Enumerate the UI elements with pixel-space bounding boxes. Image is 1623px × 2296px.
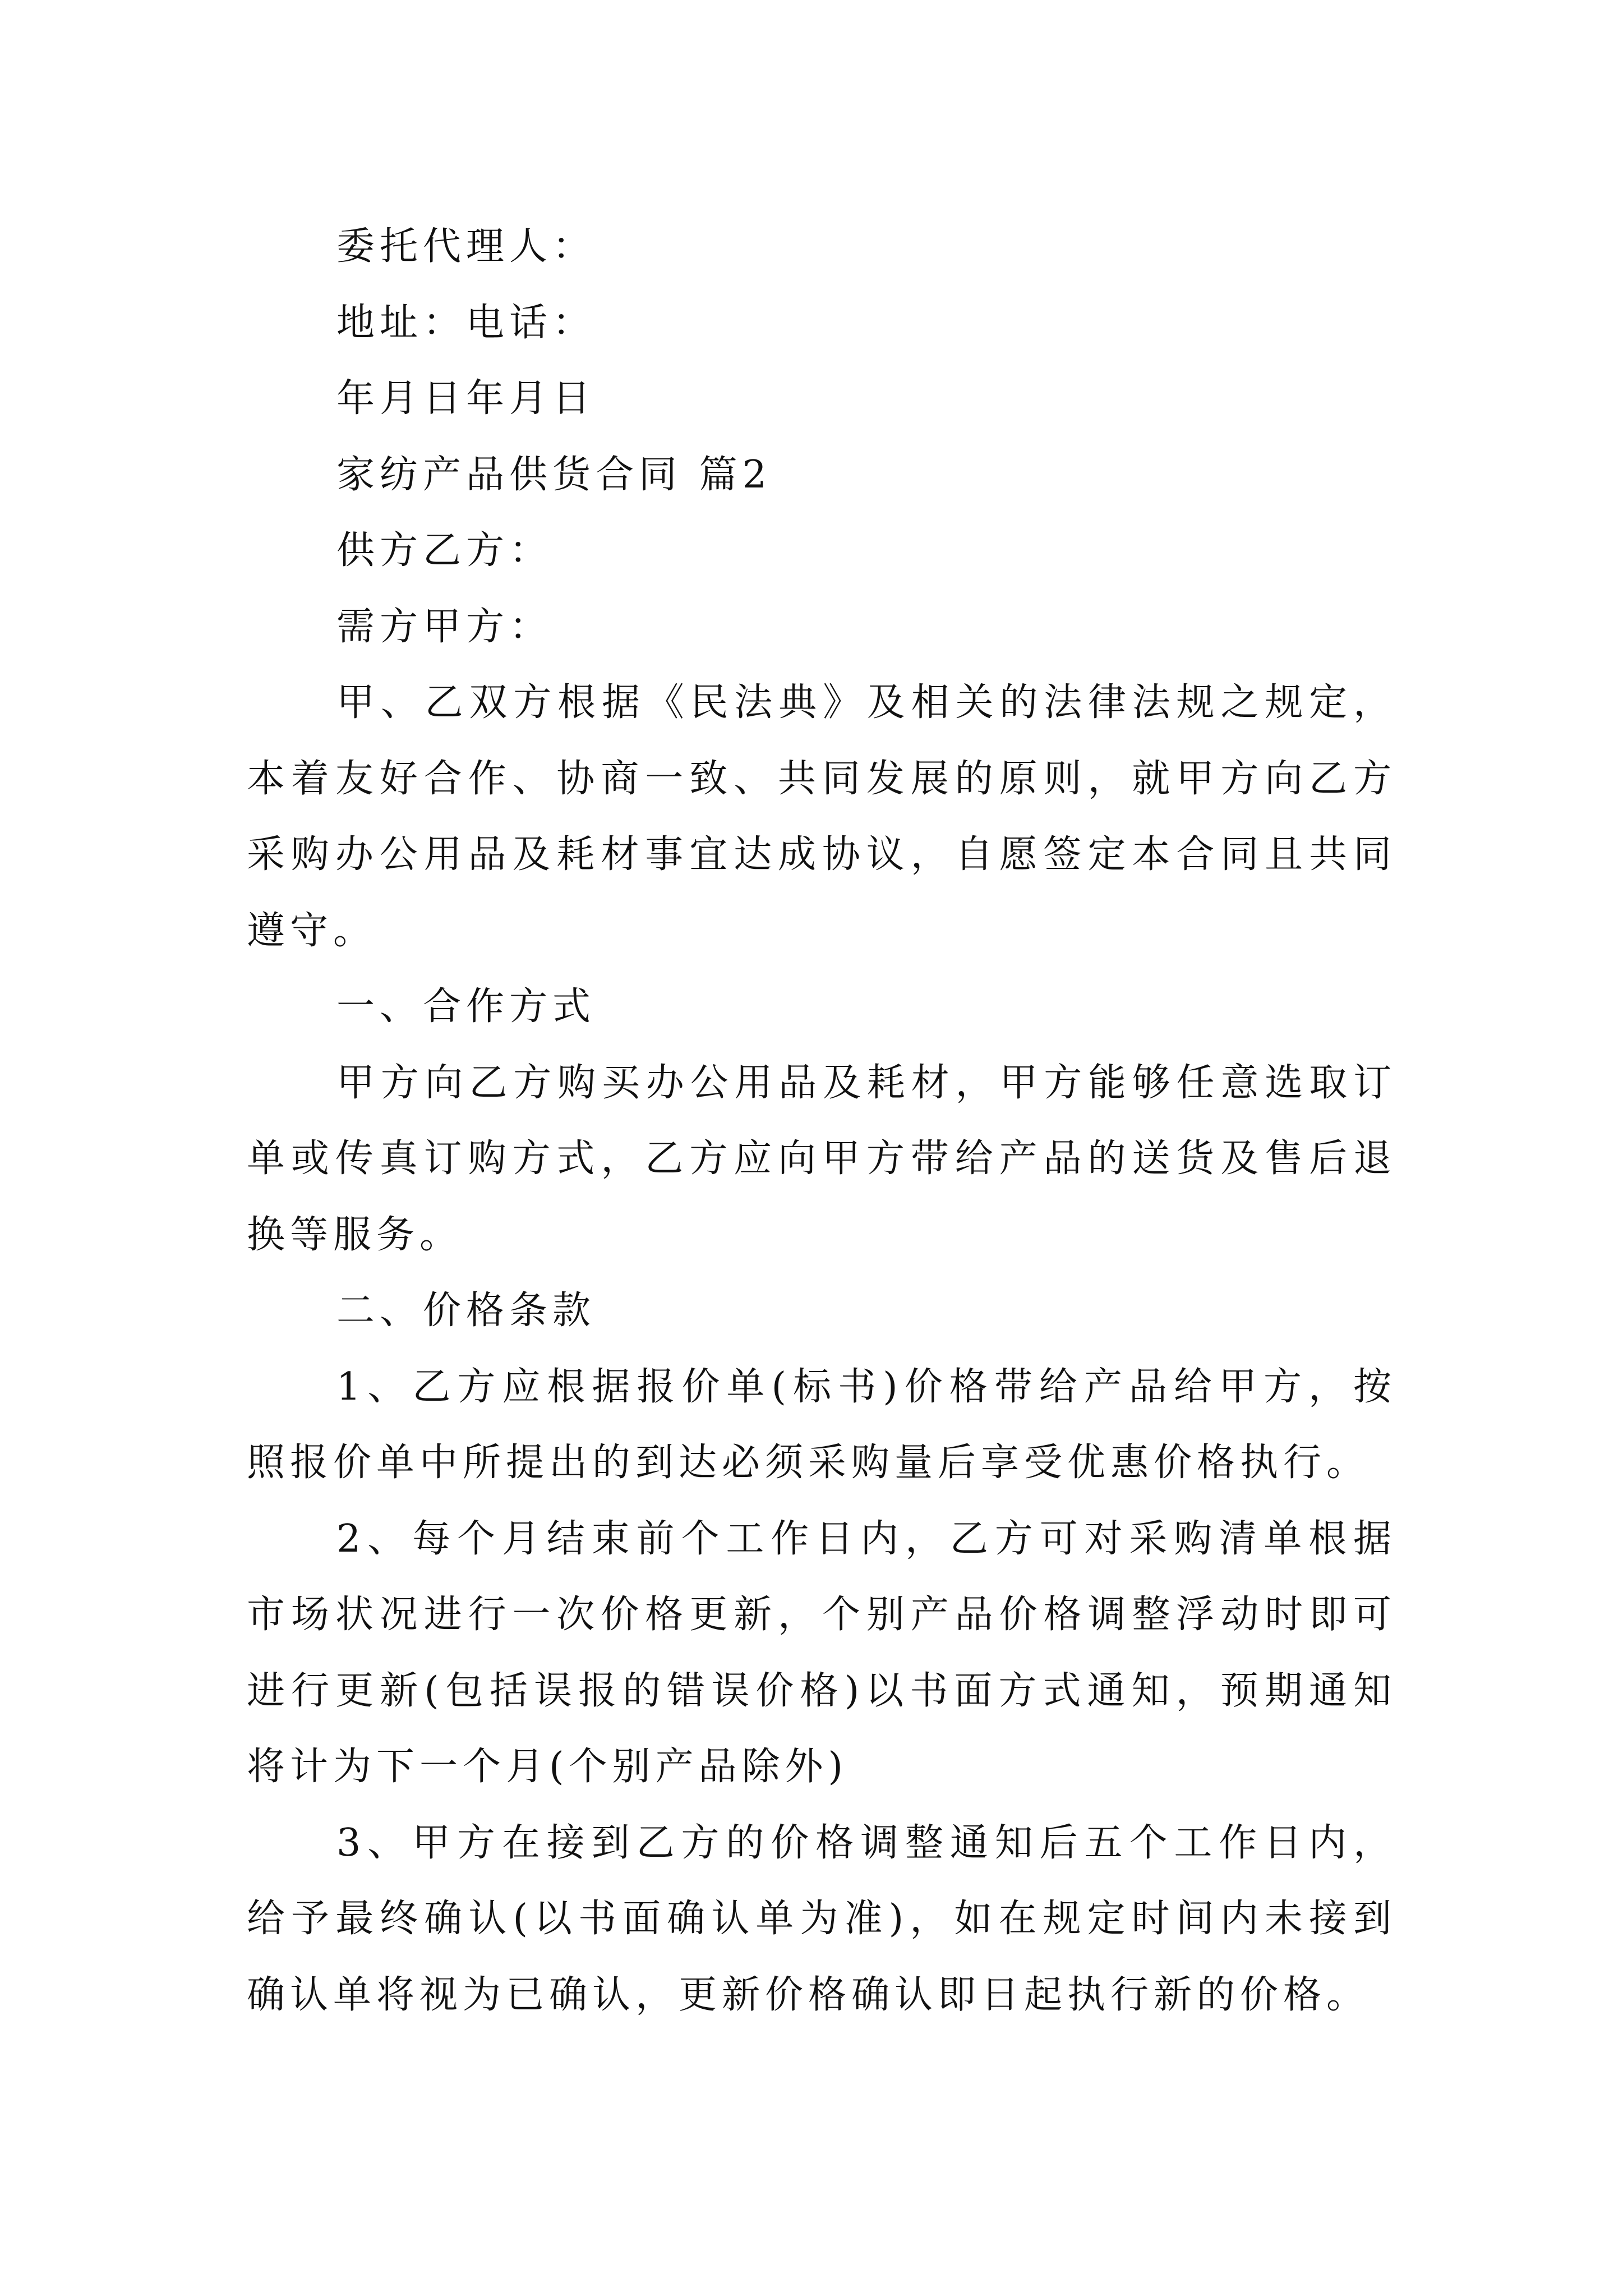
clause-3-paragraph: 3、甲方在接到乙方的价格调整通知后五个工作日内，给予最终确认(以书面确认单为准)，如在规定时间内未接到确认单将视为已确认，更新价格确认即日起执行新的价格。 <box>247 1820 1396 2017</box>
agent-line: 委托代理人： <box>336 224 596 269</box>
section-1-paragraph: 甲方向乙方购买办公用品及耗材，甲方能够任意选取订单或传真订购方式，乙方应向甲方带给产品的送货及售后退换等服务。 <box>247 1060 1396 1257</box>
intro-paragraph: 甲、乙双方根据《民法典》及相关的法律法规之规定，本着友好合作、协商一致、共同发展的原则，就甲方向乙方采购办公用品及耗材事宜达成协议，自愿签定本合同且共同遵守。 <box>247 680 1396 953</box>
clause-1-paragraph: 1、乙方应根据报价单(标书)价格带给产品给甲方，按照报价单中所提出的到达必须采购量后享受优惠价格执行。 <box>247 1364 1396 1485</box>
buyer-line: 需方甲方： <box>336 604 553 649</box>
address-phone-line: 地址：电话： <box>336 300 596 345</box>
supplier-line: 供方乙方： <box>336 528 553 573</box>
document-body <box>247 209 1396 2033</box>
contract-title: 家纺产品供货合同 篇2 <box>336 452 772 497</box>
section-2-heading: 二、价格条款 <box>336 1289 596 1333</box>
section-1-heading: 一、合作方式 <box>336 984 596 1029</box>
clause-2-paragraph: 2、每个月结束前个工作日内，乙方可对采购清单根据市场状况进行一次价格更新，个别产品价格调整浮动时即可进行更新(包括误报的错误价格)以书面方式通知，预期通知将计为下一个月(个别产品除外) <box>247 1516 1396 1789</box>
date-line: 年月日年月日 <box>336 376 596 421</box>
